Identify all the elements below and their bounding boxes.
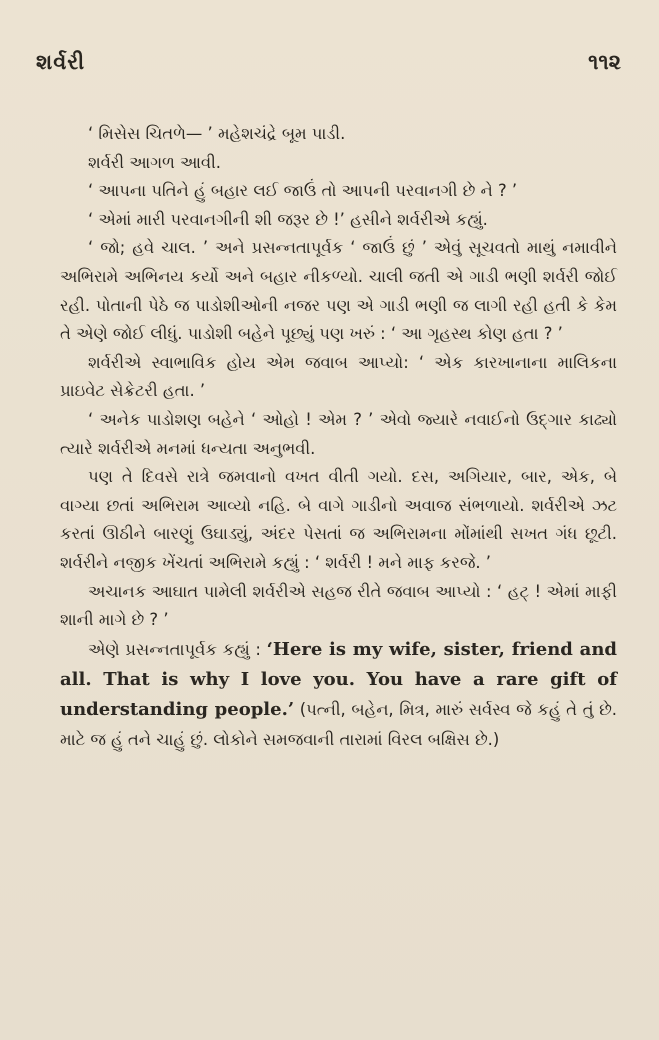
paragraph: અચાનક આઘાત પામેલી શર્વરીએ સહજ રીતે જવાબ આપ્યો : ‘ હટ્ ! એમાં માફી શાની માગે છે ? ’ bbox=[60, 581, 617, 630]
paragraph: ‘ અનેક પાડોશણ બહેને ‘ ઓહો ! એમ ? ’ એવો જ્યારે નવાઈનો ઉદ્ગાર કાઢ્યો ત્યારે શર્વરીએ મનમાં ધન્યતા અનુભવી. bbox=[60, 409, 617, 458]
paragraph: પણ તે દિવસે રાત્રે જમવાનો વખત વીતી ગયો. દસ, અગિયાર, બાર, એક, બે વાગ્યા છતાં અભિરામ આવ્યો નહિ. બે વાગે ગાડીનો અવાજ સંભળાયો. શર્વરીએ ઝટ કરતાં ઊઠીને બારણું ઉઘાડ્યું, અંદર પેસતાં જ અભિરામના મોંમાંથી સખત ગંધ છૂટી. શર્વરીને નજીક ખેંચતાં અભિરામે કહ્યું : ‘ શર્વરી ! મને માફ કરજે. ’ bbox=[60, 467, 617, 572]
english-quote: ‘Here is my wife, sister, friend and all. That is why I love you. You have a rare gift of understanding people.’ bbox=[60, 638, 617, 720]
body-text bbox=[60, 120, 617, 755]
page-number: ૧૧૨ bbox=[588, 50, 621, 74]
running-head bbox=[36, 50, 621, 80]
paragraph: શર્વરી આગળ આવી. bbox=[88, 152, 221, 172]
translation-text: (પત્ની, બહેન, મિત્ર, મારું સર્વસ્વ જે કહું તે તું છે. માટે જ હું તને ચાહું છું. લોકોને સમજવાની તારામાં વિરલ બક્ષિસ છે.) bbox=[60, 699, 617, 749]
paragraph: ‘ આપના પતિને હું બહાર લઈ જાઉં તો આપની પરવાનગી છે ને ? ’ bbox=[88, 181, 518, 201]
paragraph: શર્વરીએ સ્વાભાવિક હોય એમ જવાબ આપ્યો: ‘ એક કારખાનાના માલિકના પ્રાઇવેટ સેક્રેટરી હતા. ’ bbox=[60, 352, 617, 401]
paragraph: ‘ જો; હવે ચાલ. ’ અને પ્રસન્નતાપૂર્વક ‘ જાઉં છું ’ એવું સૂચવતો માથું નમાવીને અભિરામે અભિનય કર્યો અને બહાર નીકળ્યો. ચાલી જતી એ ગાડી ભણી શર્વરી જોઈ રહી. પોતાની પેઠે જ પાડોશીઓની નજર પણ એ ગાડી ભણી જ લાગી રહી હતી કે કેમ તે એણે જોઈ લીધું. પાડોશી બહેને પૂછ્યું પણ ખરું : ‘ આ ગૃહસ્થ કોણ હતા ? ’ bbox=[60, 238, 617, 344]
chapter-title: શર્વરી bbox=[36, 50, 86, 74]
paragraph: ‘ મિસેસ ચિતળે— ’ મહેશચંદ્રે બૂમ પાડી. bbox=[88, 124, 346, 143]
paragraph-english-quote bbox=[60, 635, 617, 755]
lead-in-text: એણે પ્રસન્નતાપૂર્વક કહ્યું : bbox=[88, 639, 267, 659]
paragraph: ‘ એમાં મારી પરવાનગીની શી જરૂર છે !’ હસીને શર્વરીએ કહ્યું. bbox=[88, 209, 488, 229]
